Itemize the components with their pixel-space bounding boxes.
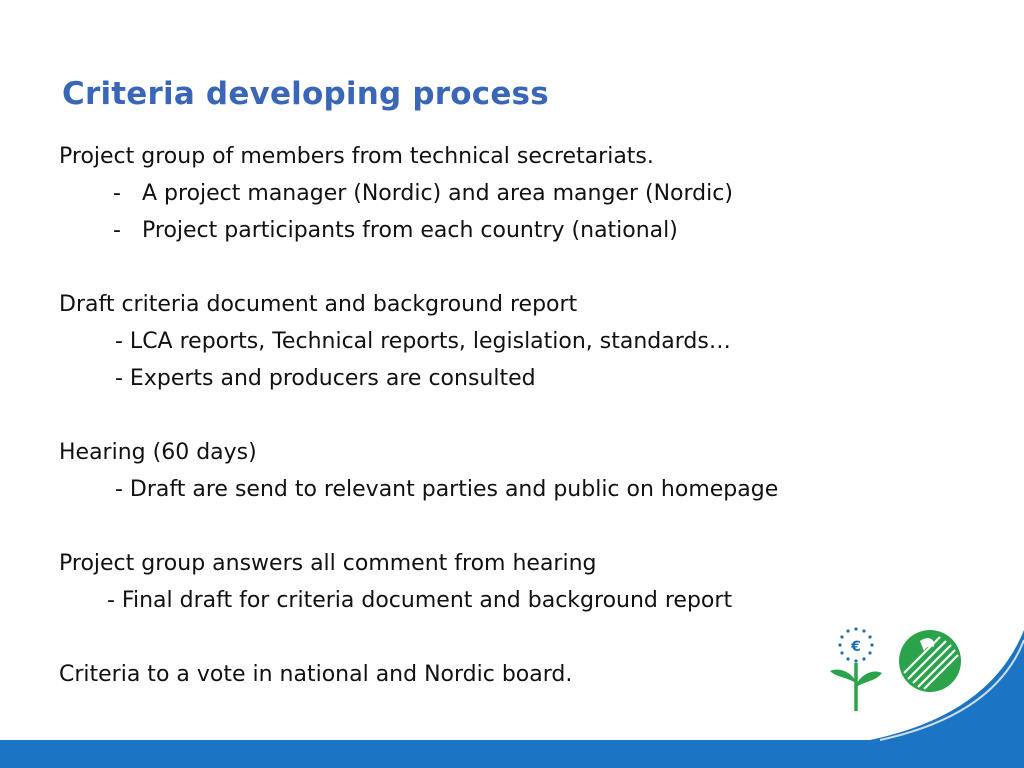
slide-title: Criteria developing process [62,76,549,112]
bullet-text: A project manager (Nordic) and area manger (Nordic) [142,181,733,206]
nordic-swan-icon [899,630,961,692]
list-item: - Experts and producers are consulted [115,366,536,391]
section-heading-4: Project group answers all comment from hearing [59,551,597,576]
list-dash: - [113,181,121,206]
section-heading-3: Hearing (60 days) [59,440,257,465]
list-item: - Final draft for criteria document and background report [107,588,733,613]
bullet-text: Project participants from each country (national) [142,218,678,243]
eu-ecolabel-flower-icon [830,627,882,711]
svg-text:€: € [851,639,861,655]
section-heading-1: Project group of members from technical secretariats. [59,144,654,169]
section-heading-5: Criteria to a vote in national and Nordic board. [59,662,573,687]
list-item: - Draft are send to relevant parties and public on homepage [115,477,779,502]
list-item [113,216,678,246]
list-item [113,179,733,209]
section-heading-2: Draft criteria document and background report [59,292,578,317]
ecolabel-logos [820,625,990,715]
list-item: - LCA reports, Technical reports, legislation, standards… [115,329,731,354]
list-dash: - [113,218,121,243]
